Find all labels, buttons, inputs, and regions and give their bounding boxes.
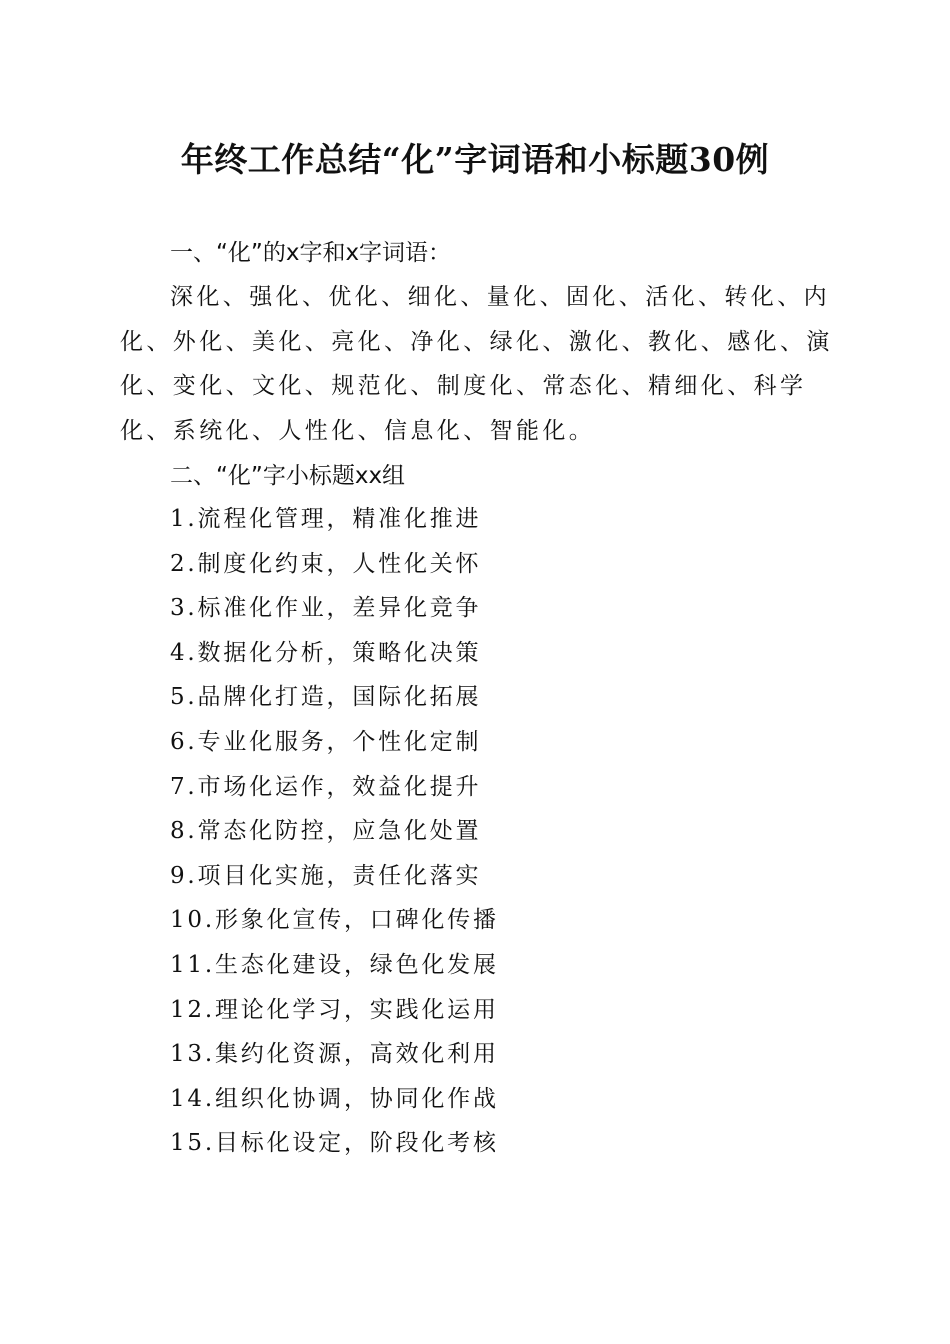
- list-item: 6.专业化服务，个性化定制: [170, 728, 482, 755]
- document-title: 年终工作总结“化”字词语和小标题30例: [180, 140, 770, 179]
- subtitle-list: [170, 497, 499, 1166]
- list-item: 7.市场化运作，效益化提升: [170, 773, 482, 800]
- section-1-paragraph: 深化、强化、优化、细化、量化、固化、活化、转化、内化、外化、美化、亮化、净化、绿化、激化、教化、感化、演化、变化、文化、规范化、制度化、常态化、精细化、科学化、系统化、人性化、信息化、智能化。: [120, 284, 833, 444]
- list-item: 9.项目化实施，责任化落实: [170, 862, 482, 889]
- list-item: 14.组织化协调，协同化作战: [170, 1085, 499, 1112]
- list-item: 4.数据化分析，策略化决策: [170, 639, 482, 666]
- list-item: 5.品牌化打造，国际化拓展: [170, 684, 482, 711]
- list-item: 13.集约化资源，高效化利用: [170, 1041, 499, 1068]
- section-2-heading: 二、“化”字小标题xx组: [170, 463, 406, 489]
- list-item: 1.流程化管理，精准化推进: [170, 506, 482, 532]
- list-item: 12.理论化学习，实践化运用: [170, 996, 499, 1023]
- section-1-heading: 一、“化”的x字和x字词语：: [170, 240, 452, 266]
- list-item: 15.目标化设定，阶段化考核: [170, 1130, 499, 1157]
- list-item: 8.常态化防控，应急化处置: [170, 818, 482, 845]
- list-item: 3.标准化作业，差异化竞争: [170, 595, 482, 622]
- list-item: 10.形象化宣传，口碑化传播: [170, 907, 499, 934]
- list-item: 2.制度化约束，人性化关怀: [170, 550, 482, 577]
- list-item: 11.生态化建设，绿色化发展: [170, 951, 499, 978]
